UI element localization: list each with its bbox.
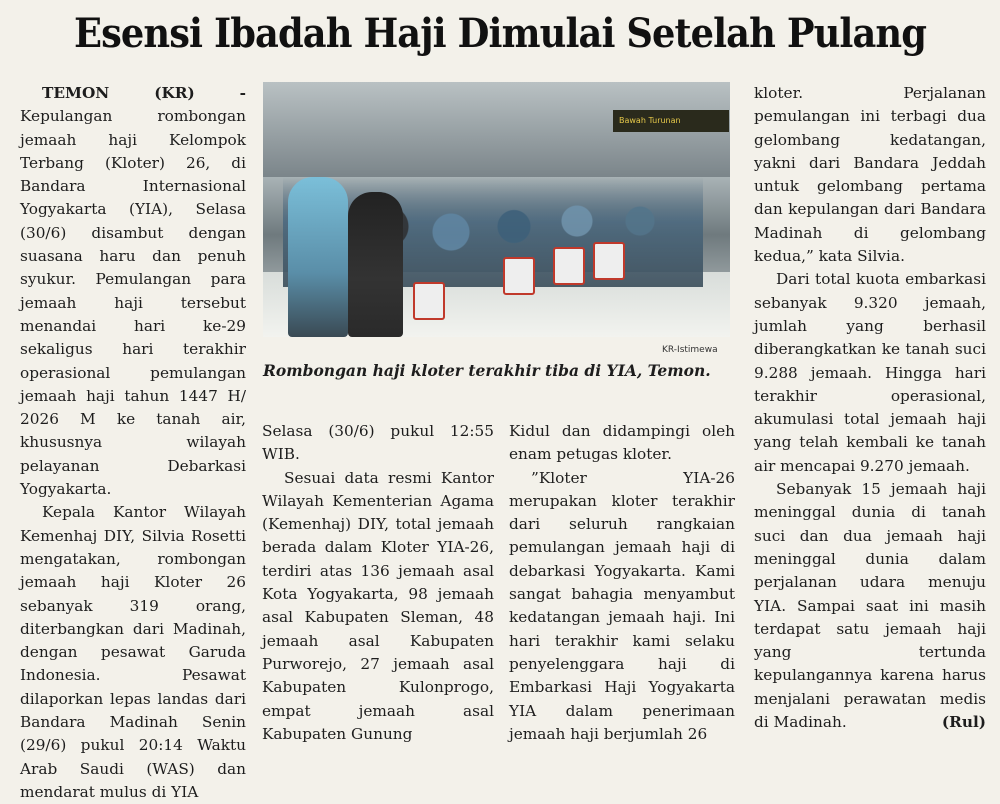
luggage [593, 242, 625, 280]
article-column-4 [754, 82, 986, 734]
paragraph: ”Kloter YIA-26 merupakan kloter terakhir dari seluruh rangkaian pemulangan jemaah haji di debarkasi Yogyakarta. Kami sangat bahagia menyambut kedatangan jemaah haji. Ini hari terakhir kami selaku penyelenggara haji di Embarkasi Haji Yogyakarta YIA dalam penerimaan jemaah haji berjumlah 26 [509, 468, 735, 743]
headline: Esensi Ibadah Haji Dimulai Setelah Pulang [73, 10, 927, 57]
paragraph: kloter. Perjalanan pemulangan ini terbagi dua gelombang kedatangan, yakni dari Bandara Jeddah untuk gelombang pertama dan kepulangan dari Bandara Madinah di gelombang kedua,” kata Silvia. [754, 84, 986, 266]
lead-paragraph [20, 82, 246, 501]
luggage [503, 257, 535, 295]
paragraph [754, 478, 986, 734]
photo-credit: KR-Istimewa [662, 345, 718, 355]
paragraph: Sesuai data resmi Kantor Wilayah Kementerian Agama (Kemenhaj) DIY, total jemaah berada dalam Kloter YIA-26, terdiri atas 136 jemaah asal Kota Yogyakarta, 98 jemaah asal Kabupaten Sleman, 48 jemaah asal Kabupaten Purworejo, 27 jemaah asal Kabupaten Kulonprogo, empat jemaah asal Kabupaten Gunung [262, 468, 494, 743]
dateline: TEMON (KR) - [42, 84, 246, 102]
news-photo [263, 82, 730, 337]
pilgrim-figure [348, 192, 403, 337]
paragraph: Dari total kuota embarkasi sebanyak 9.320 jemaah, jumlah yang berhasil diberangkatkan ke tanah suci 9.288 jemaah. Hingga hari terakhir operasional, akumulasi total jemaah haji yang telah kembali ke tanah air mencapai 9.270 jemaah. [754, 270, 986, 475]
article-column-3 [509, 420, 735, 746]
photo-caption: Rombongan haji kloter terakhir tiba di YIA, Temon. [263, 361, 711, 380]
author-signoff: (Rul) [941, 713, 986, 732]
luggage [413, 282, 445, 320]
paragraph: Selasa (30/6) pukul 12:55 WIB. [262, 422, 494, 464]
airport-sign: Bawah Turunan [613, 110, 729, 132]
pilgrim-figure [288, 177, 348, 337]
lead-text: Kepulangan rombongan jemaah haji Kelompok Terbang (Kloter) 26, di Bandara Internasional Yogyakarta (YIA), Selasa (30/6) disambut dengan suasana haru dan penuh syukur. Pemulangan para jemaah haji tersebut menandai hari ke-29 sekaligus hari terakhir operasional pemulangan jemaah haji tahun 1447 H/ 2026 M ke tanah air, khususnya wilayah pelayanan Debarkasi Yogyakarta. [20, 107, 246, 499]
luggage [553, 247, 585, 285]
paragraph: Kepala Kantor Wilayah Kemenhaj DIY, Silvia Rosetti mengatakan, rombongan jemaah haji Kloter 26 sebanyak 319 orang, diterbangkan dari Madinah, dengan pesawat Garuda Indonesia. Pesawat dilaporkan lepas landas dari Bandara Madinah Senin (29/6) pukul 20:14 Waktu Arab Saudi (WAS) dan mendarat mulus di YIA [20, 503, 246, 801]
closing-text: Sebanyak 15 jemaah haji meninggal dunia di tanah suci dan dua jemaah haji meninggal dunia dalam perjalanan udara menuju YIA. Sampai saat ini masih terdapat satu jemaah haji yang tertunda kepulangannya karena harus menjalani perawatan medis di Madinah. [754, 480, 986, 732]
article-column-1 [20, 82, 246, 804]
article-column-2 [262, 420, 494, 746]
paragraph: Kidul dan didampingi oleh enam petugas kloter. [509, 422, 735, 464]
